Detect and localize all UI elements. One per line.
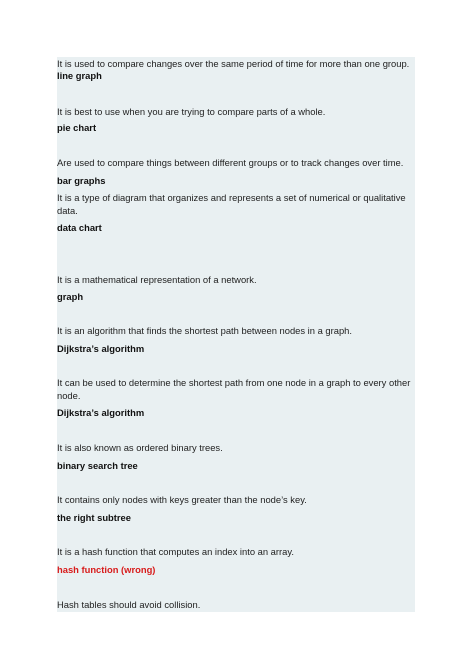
answer-text: the right subtree <box>57 512 131 523</box>
question-text: It is best to use when you are trying to compare parts of a whole. <box>57 106 326 117</box>
answer-text: graph <box>57 291 84 302</box>
answer-text: line graph <box>57 70 102 81</box>
answer-text: Dijkstra’s algorithm <box>57 343 145 354</box>
question-text-continued: node. <box>57 390 81 401</box>
question-text: Hash tables should avoid collision. <box>57 599 201 610</box>
answer-text: data chart <box>57 222 102 233</box>
question-text: It is a hash function that computes an index into an array. <box>57 546 294 557</box>
question-text: It is an algorithm that finds the shortest path between nodes in a graph. <box>57 325 352 336</box>
question-text: It can be used to determine the shortest path from one node in a graph to every other <box>57 377 411 388</box>
question-text: It is used to compare changes over the same period of time for more than one group. <box>57 58 410 69</box>
answer-text-wrong: hash function (wrong) <box>57 564 156 575</box>
question-text: It is a type of diagram that organizes and represents a set of numerical or qualitative <box>57 192 406 203</box>
question-text: It contains only nodes with keys greater than the node’s key. <box>57 494 307 505</box>
answer-text: Dijkstra’s algorithm <box>57 407 145 418</box>
question-text: It is also known as ordered binary trees. <box>57 442 223 453</box>
question-text: It is a mathematical representation of a network. <box>57 274 257 285</box>
question-text: Are used to compare things between different groups or to track changes over time. <box>57 157 404 168</box>
answer-text: binary search tree <box>57 460 138 471</box>
answer-text: bar graphs <box>57 175 106 186</box>
answer-text: pie chart <box>57 122 97 133</box>
question-text-continued: data. <box>57 205 78 216</box>
